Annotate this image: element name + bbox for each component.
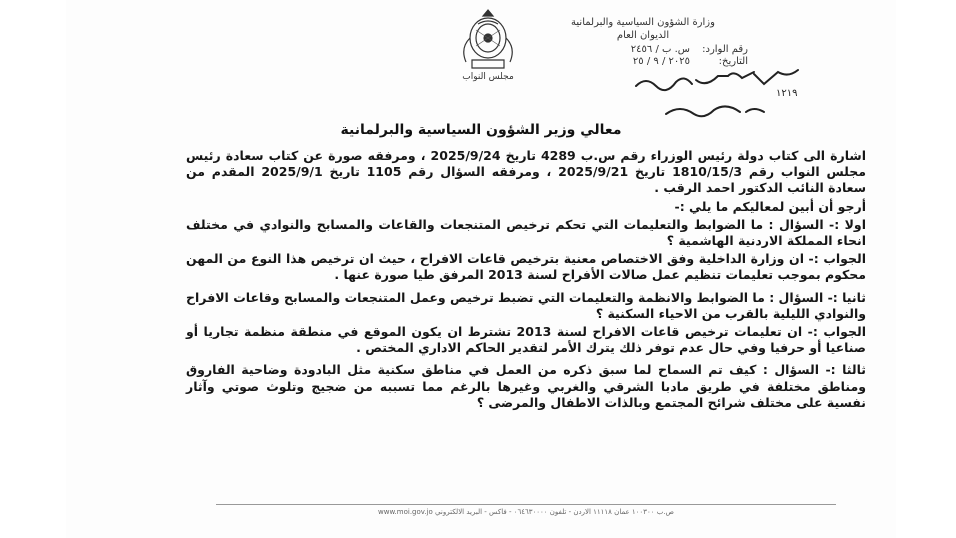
emblem-caption: مجلس النواب [462,72,514,82]
letter-page [66,0,896,538]
question-1: اولا :- السؤال : ما الضوابط والتعليمات التي تحكم ترخيص المتنجعات والقاعات والمسابح والنوادي في مختلف انحاء المملكة الاردنية الهاشمية ؟ [186,216,866,249]
answer-1: الجواب :- ان وزارة الداخلية وفق الاختصاص معنية بترخيص قاعات الافراح ، حيث ان ترخيص هذا النوع من المهن محكوم بموجب تعليمات تنظيم عمل صالات الأفراح لسنة 2013 المرفق طيا صورة عنها . [186,251,866,283]
reference-block [548,44,748,68]
footer-contact: ص.ب ١٠٠٣٠٠ عمان ١١١١٨ الاردن - تلفون ٠٦٤٦٣٠٠٠٠ - فاكس - البريد الالكتروني www.moi.gov.jo [378,508,674,516]
answer-2: الجواب :- ان تعليمات ترخيص قاعات الافراح لسنة 2013 تشترط ان يكون الموقع في منطقة منظمة تجاريا أو صناعيا أو حرفيا وفي حال عدم توفر ذلك يترك الأمر لتقدير الحاكم الاداري المختص . [186,324,866,356]
question-2: ثانيا :- السؤال : ما الضوابط والانظمة والتعليمات التي تضبط ترخيص وعمل المتنجعات والمسابح وقاعات الافراح والنوادي الليلية بالقرب من الاحياء السكنية ؟ [186,289,866,321]
incoming-number-row [548,44,748,56]
letter-body [186,148,866,413]
footer-divider [216,504,836,505]
ministry-header [538,16,748,42]
date-value: ٢٠٢٥ / ٩ / ٢٥ [632,56,690,67]
department-name: الديوان العام [616,30,670,41]
question-3: ثالثا :- السؤال : كيف تم السماح لما سبق ذكره من العمل في مناطق سكنية مثل البادودة وضاحية الفاروق ومناطق مختلفة في طريق مادبا الشرقي والغربي وغيرها بالرغم مما تسببه من ضجيج وتلوث صوتي وآثار نفسية على مختلف شرائح المجتمع وبالذات الاطفال والمرضى ؟ [186,362,866,410]
handwritten-number: ١٢١٩ [776,88,798,99]
request-line: أرجو أن أبين لمعاليكم ما يلي :- [674,198,866,214]
intro-paragraph: اشارة الى كتاب دولة رئيس الوزراء رقم س.ب 4289 تاريخ 2025/9/24 ، ومرفقه صورة عن كتاب سعادة رئيس مجلس النواب رقم 1810/15/3 تاريخ 2025/9/21 ، ومرفقه السؤال رقم 1105 تاريخ 2025/9/1 المقدم من سعادة النائب الدكتور احمد الرقب . [186,148,866,196]
incoming-value: س. ب / ٢٤٥٦ [630,44,690,55]
ministry-name: وزارة الشؤون السياسية والبرلمانية [571,17,715,28]
date-label: التاريخ: [718,56,748,67]
incoming-label: رقم الوارد: [702,44,748,55]
addressee-title: معالي وزير الشؤون السياسية والبرلمانية [340,122,622,138]
